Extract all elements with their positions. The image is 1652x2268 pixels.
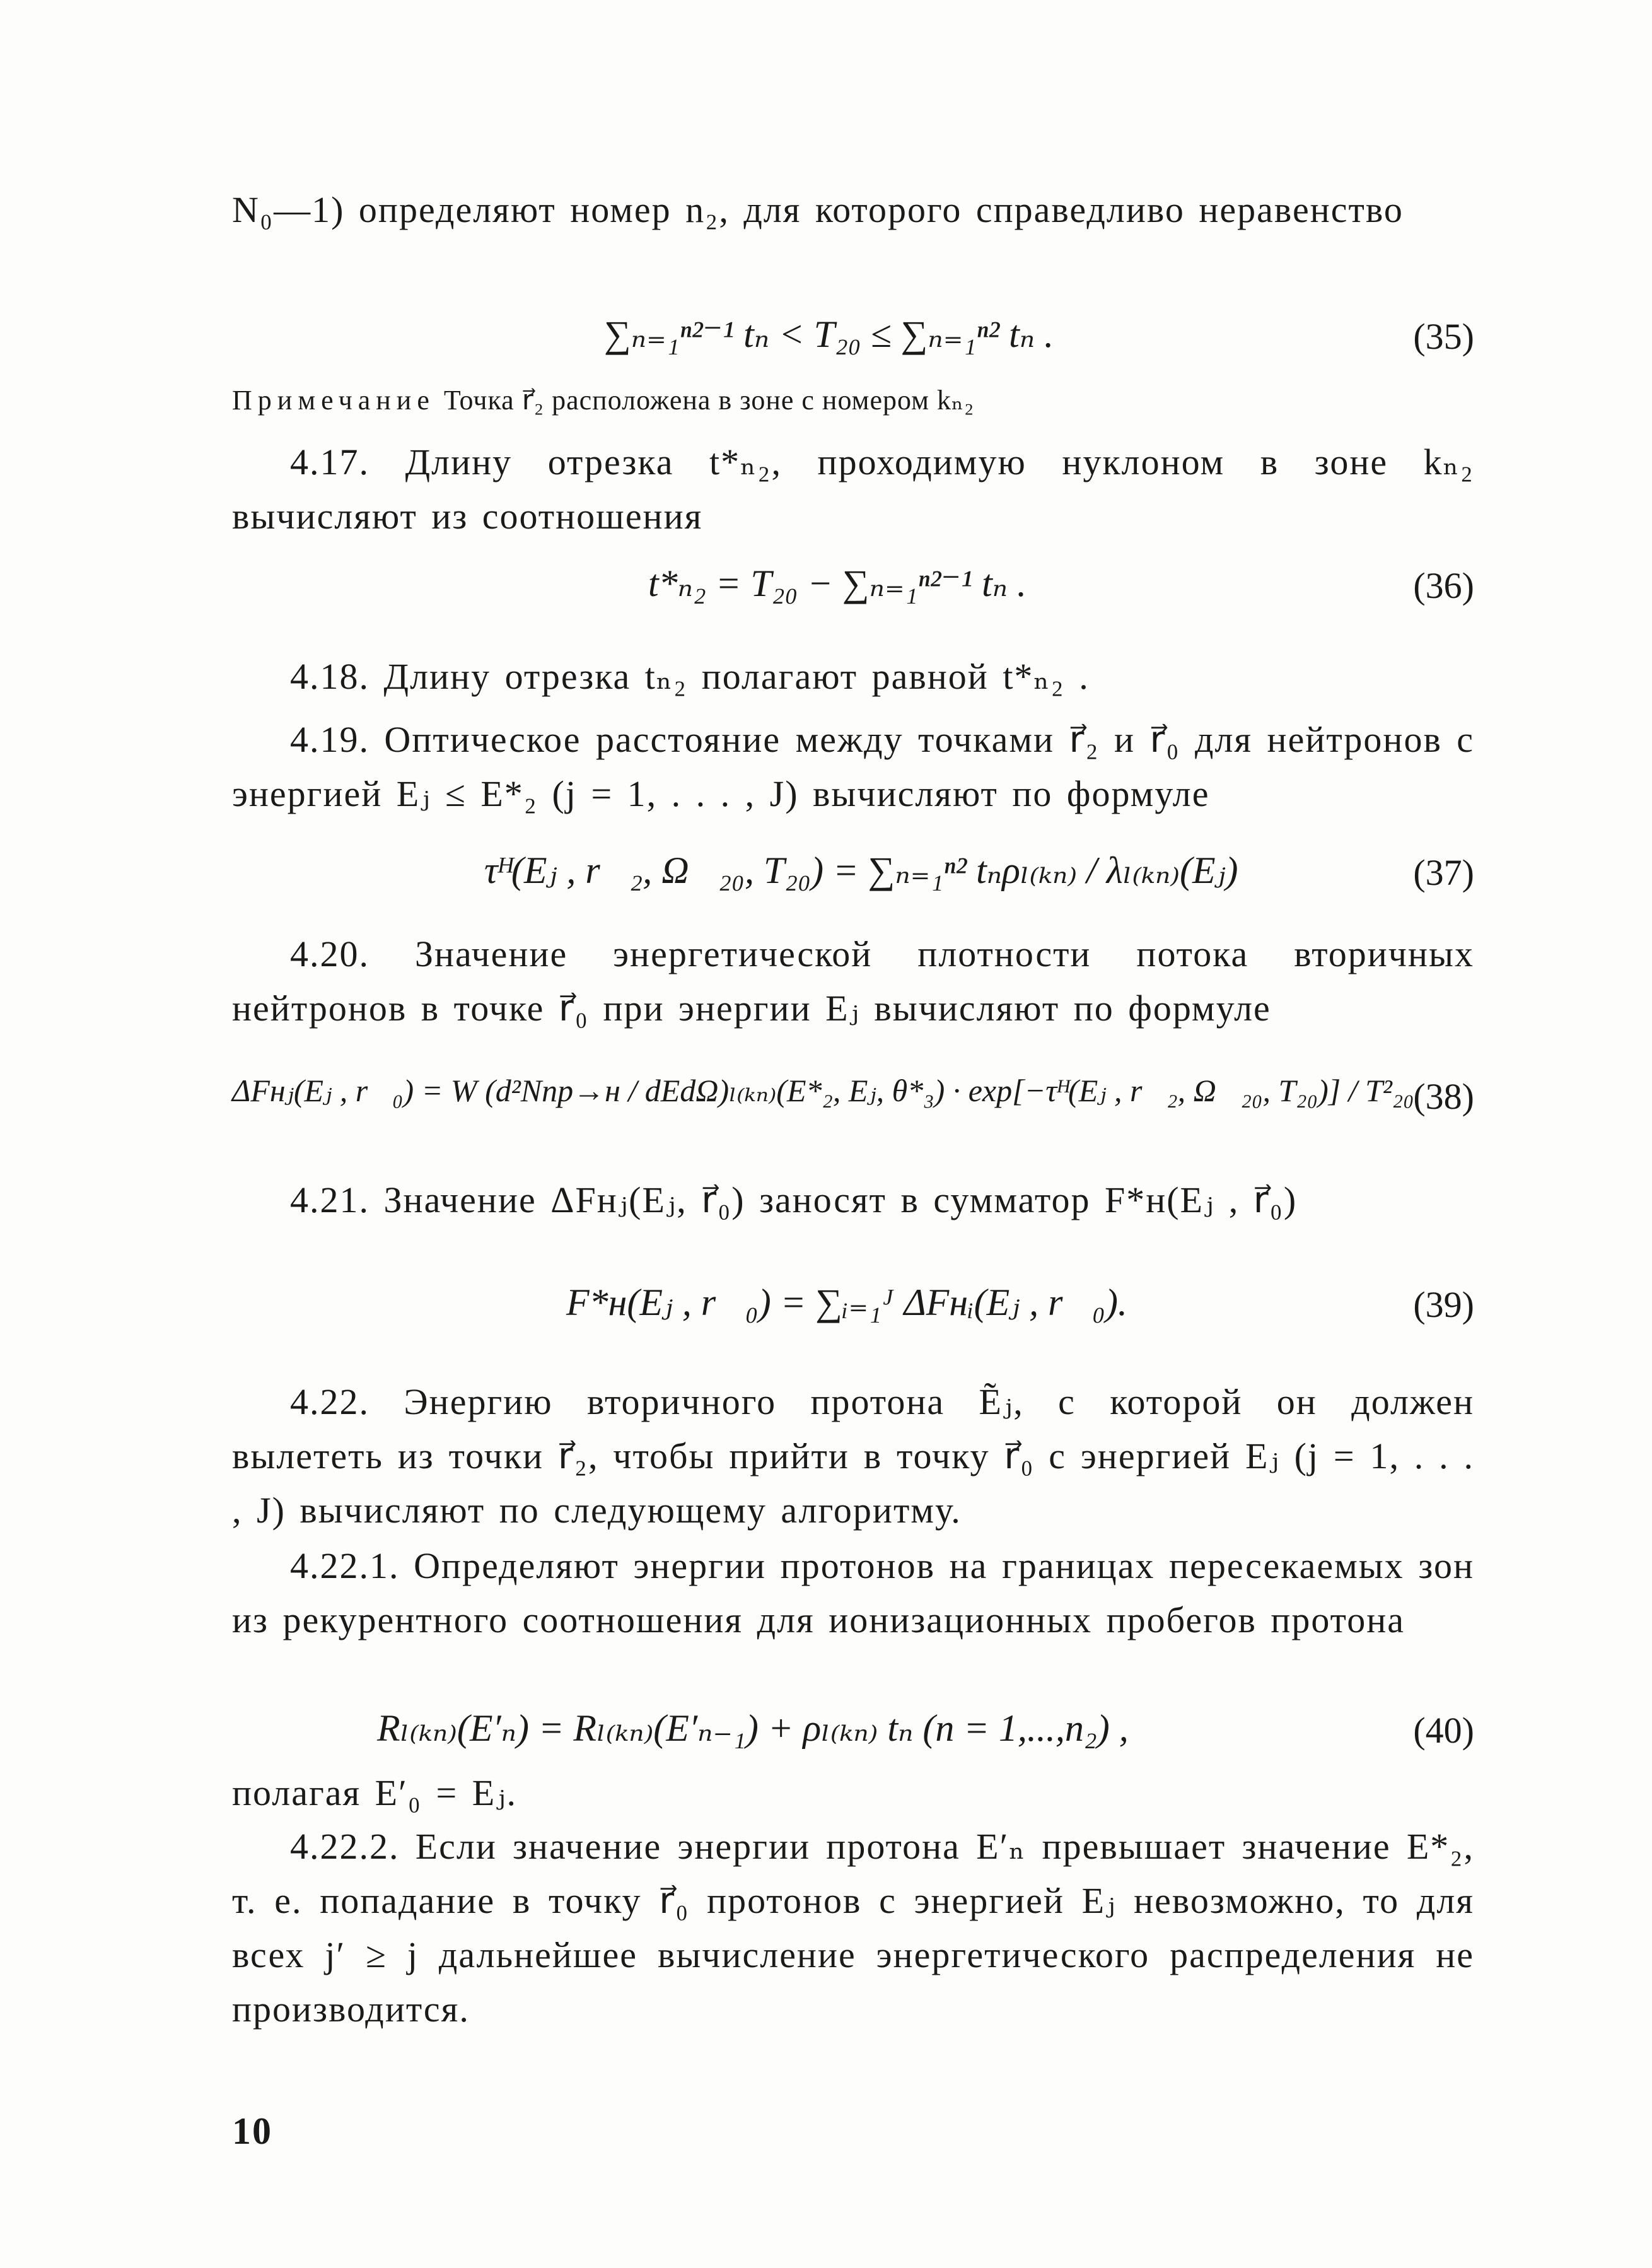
equation-number: (37) — [1413, 852, 1474, 893]
paragraph-text: 4.17. Длину отрезка t*ₙ₂, проходимую нуклоном в зоне kₙ₂ вычисляют из соотношения — [232, 441, 1474, 537]
paragraph-text: N₀—1) определяют номер n₂, для которого справедливо неравенство — [232, 189, 1404, 230]
note-label: Примечание — [232, 385, 435, 416]
equation-number: (39) — [1413, 1284, 1474, 1325]
paragraph-4-20 — [232, 927, 1474, 1036]
paragraph-text: 4.22. Энергию вторичного протона Ẽⱼ, с которой он должен вылететь из точки r⃗₂, чтобы прийти в точку r⃗₀ с энергией Eⱼ (j = 1, . . . , J) вычисляют по следующему алгоритму. — [232, 1381, 1474, 1531]
formula-35 — [232, 287, 1474, 382]
page-number: 10 — [232, 2110, 272, 2152]
paragraph-4-22 — [232, 1375, 1474, 1538]
note — [232, 378, 1474, 423]
paragraph-4-22-2 — [232, 1820, 1474, 2037]
paragraph-4-18 — [232, 650, 1474, 704]
formula-38 — [232, 1047, 1474, 1148]
paragraph-text: 4.21. Значение ΔFнⱼ(Eⱼ, r⃗₀) заносят в сумматор F*н(Eⱼ , r⃗₀) — [290, 1179, 1298, 1220]
formula-expression: F*н(Eⱼ , r⃗₀) = ∑ᵢ₌₁ᴶ ΔFнᵢ(Eⱼ , r⃗₀). — [566, 1282, 1127, 1323]
formula-expression: Rₗ₍ₖₙ₎(E′ₙ) = Rₗ₍ₖₙ₎(E′ₙ₋₁) + ρₗ₍ₖₙ₎ tₙ (n = 1,...,n₂) , — [377, 1707, 1129, 1749]
formula-expression: ∑ₙ₌₁ⁿ²⁻¹ tₙ < T₂₀ ≤ ∑ₙ₌₁ⁿ² tₙ . — [604, 313, 1054, 355]
equation-number: (35) — [1413, 316, 1474, 357]
paragraph-4-22-1 — [232, 1539, 1474, 1647]
paragraph-4-19 — [232, 713, 1474, 821]
paragraph-text: полагая E′₀ = Eⱼ. — [232, 1772, 517, 1813]
paragraph-4-17 — [232, 435, 1474, 544]
paragraph-polagaya — [232, 1766, 1474, 1820]
note-text: Точка r⃗₂ расположена в зоне с номером kₙ₂ — [443, 385, 975, 416]
formula-39 — [232, 1255, 1474, 1350]
paragraph-text: 4.22.1. Определяют энергии протонов на границах пересекаемых зон из рекурентного соотношения для ионизационных пробегов протона — [232, 1545, 1474, 1640]
paragraph-intro — [232, 183, 1474, 237]
paragraph-text: 4.22.2. Если значение энергии протона E′ₙ превышает значение E*₂, т. е. попадание в точку r⃗₀ протонов с энергией Eⱼ невозможно, то для всех j′ ≥ j дальнейшее вычисление энергетического распределения не производится. — [232, 1826, 1474, 2030]
formula-expression: t*ₙ₂ = T₂₀ − ∑ₙ₌₁ⁿ²⁻¹ tₙ . — [648, 563, 1027, 604]
paragraph-text: 4.20. Значение энергетической плотности потока вторичных нейтронов в точке r⃗₀ при энергии Eⱼ вычисляют по формуле — [232, 933, 1474, 1029]
equation-number: (38) — [1413, 1076, 1474, 1117]
paragraph-text: 4.19. Оптическое расстояние между точками r⃗₂ и r⃗₀ для нейтронов с энергией Eⱼ ≤ E*₂ (j = 1, . . . , J) вычисляют по формуле — [232, 719, 1474, 814]
formula-37 — [232, 826, 1474, 921]
formula-expression: τᴴ(Eⱼ , r⃗₂, Ω⃗₂₀, T₂₀) = ∑ₙ₌₁ⁿ² tₙρₗ₍ₖₙ₎ / λₗ₍ₖₙ₎(Eⱼ) — [484, 850, 1238, 891]
paragraph-4-21 — [232, 1173, 1474, 1227]
paragraph-text: 4.18. Длину отрезка tₙ₂ полагают равной t*ₙ₂ . — [290, 656, 1090, 697]
formula-40 — [232, 1690, 1474, 1772]
formula-expression: ΔFнⱼ(Eⱼ , r⃗₀) = W (d²Nпр→н / dEdΩ)ₗ₍ₖₙ₎(E*₂, Eⱼ, θ*₃) · exp[−τᴴ(Eⱼ , r⃗₂, Ω⃗₂₀, T₂₀)] / T²₂₀ — [232, 1073, 1414, 1108]
equation-number: (40) — [1413, 1710, 1474, 1751]
equation-number: (36) — [1413, 565, 1474, 606]
formula-36 — [232, 536, 1474, 631]
